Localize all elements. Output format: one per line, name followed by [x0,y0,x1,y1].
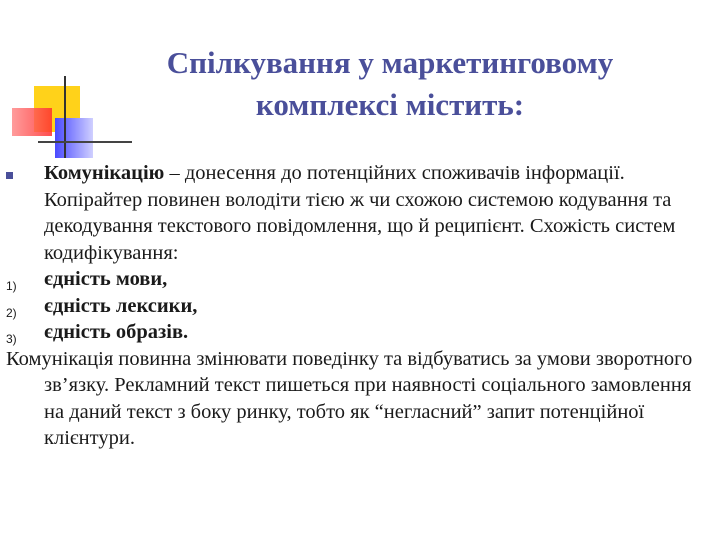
title-line-1: Спілкування у маркетинговому [166,45,614,80]
intro-term: Комунікацію [44,162,165,184]
square-bullet-icon [6,160,13,187]
list-item [0,319,712,346]
list-item-text: єдність лексики, [44,294,198,317]
list-item [0,266,712,293]
closing-paragraph: Комунікація повинна змінювати поведінку та відбуватись за умови зворотного зв’язку. Рекламний текст пишеться при наявності соціального замовлення на даний текст з боку ринку, тобто як “негласний” запит потенційної клієнтури. [6,347,693,449]
decor-red-square [12,108,52,136]
decor-horizontal-line [38,141,132,143]
decor-vertical-line [64,76,66,158]
slide-body [0,160,712,452]
intro-bullet [0,160,712,266]
list-number: 2) [6,305,17,320]
decor-blue-square [55,118,93,158]
list-item-text: єдність образів. [44,321,189,343]
list-number: 1) [6,279,17,293]
list-item-text: єдність мови, [44,268,168,290]
title-line-2: комплексі містить: [255,87,525,122]
list-item [0,293,712,320]
intro-text: – донесення до потенційних споживачів інформації. Копірайтер повинен володіти тією ж чи схожою системою кодування та декодування текстового повідомлення, що й реципієнт. Схожість систем кодифікування: [44,162,676,264]
slide-title [110,42,670,126]
list-number: 3) [6,332,17,346]
